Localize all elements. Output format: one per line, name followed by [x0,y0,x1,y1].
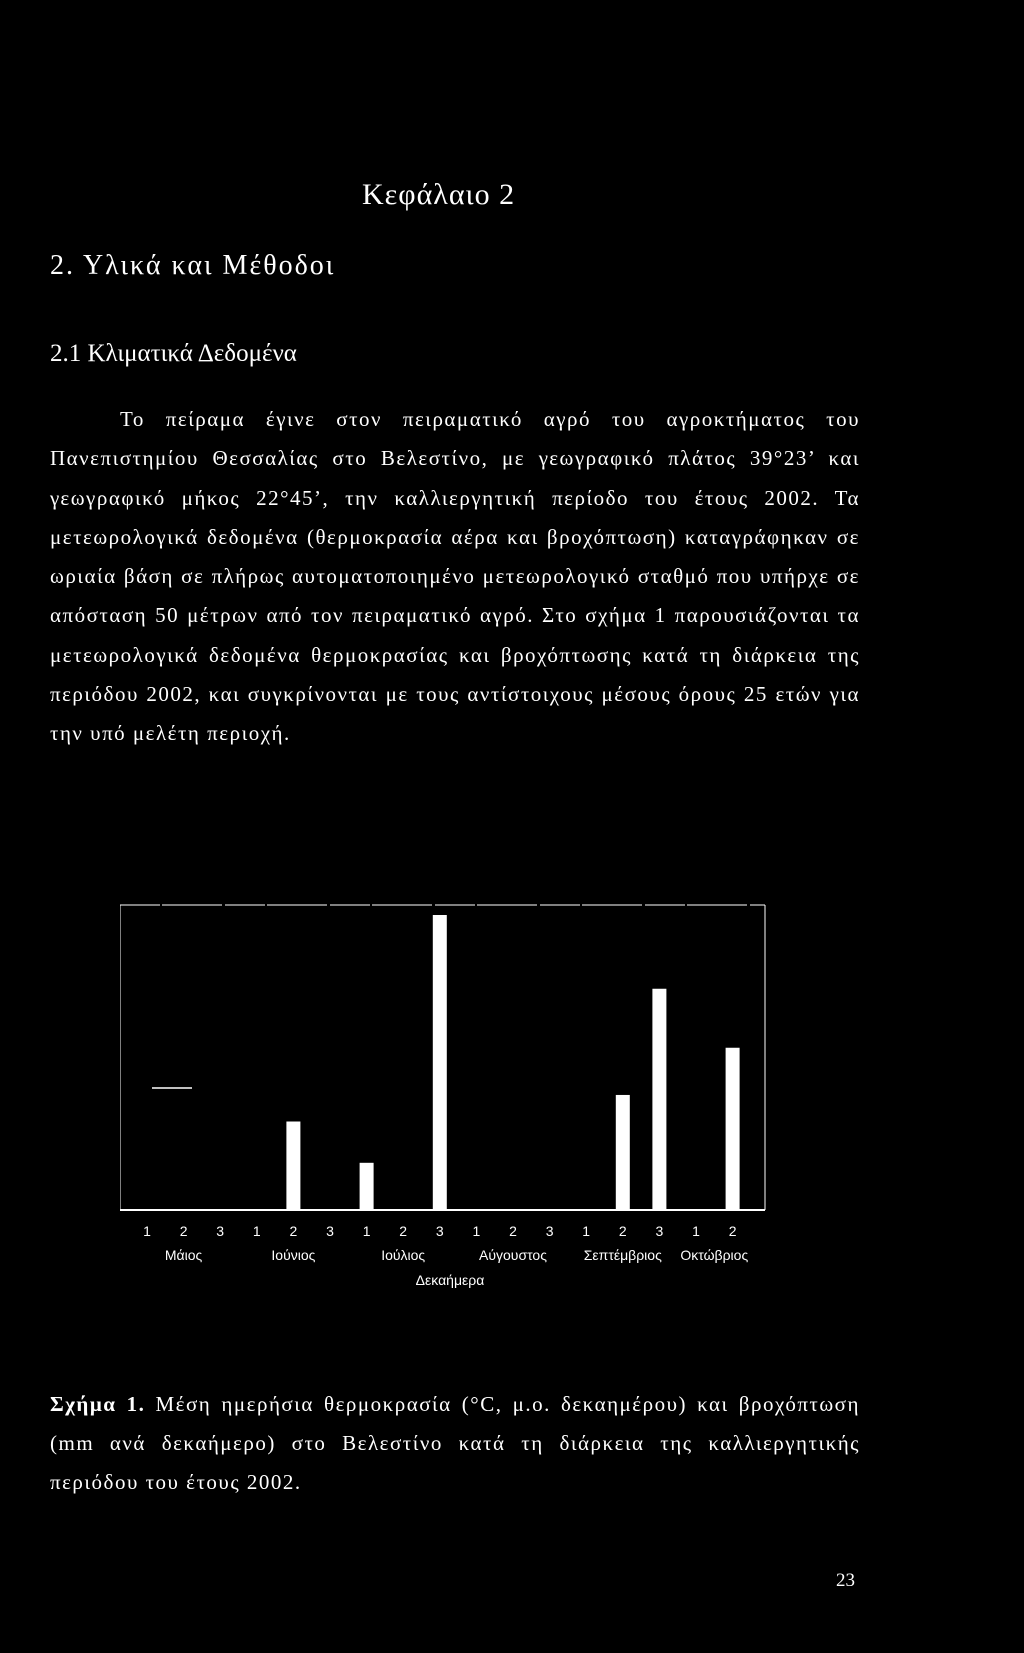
month-label: Σεπτέμβριος [583,1247,662,1263]
rain-bar [286,1122,300,1211]
section-title: 2. Υλικά και Μέθοδοι [50,250,336,281]
caption-text: Μέση ημερήσια θερμοκρασία (°C, μ.ο. δεκαημέρου) και βροχόπτωση (mm ανά δεκαήμερο) στο Βελεστίνο κατά τη διάρκεια της καλλιεργητικής περιόδου του έτους 2002. [50,1392,860,1494]
month-label: Οκτώβριος [680,1247,749,1263]
rain-bar [433,915,447,1210]
page-number: 23 [836,1570,855,1591]
x-tick-label: 2 [618,1223,627,1239]
subsection-title: 2.1 Κλιματικά Δεδομένα [50,340,297,367]
x-tick-label: 3 [435,1223,444,1239]
figure-caption [50,1385,860,1502]
x-tick-label: 1 [362,1223,371,1239]
rain-bar [726,1048,740,1210]
body-paragraph: Το πείραμα έγινε στον πειραματικό αγρό του αγροκτήματος του Πανεπιστημίου Θεσσαλίας στο Βελεστίνο, με γεωγραφικό πλάτος 39°23’ και γεωγραφικό μήκος 22°45’, την καλλιεργητική περίοδο του έτους 2002. Τα μετεωρολογικά δεδομένα (θερμοκρασία αέρα και βροχόπτωση) καταγράφηκαν σε ωριαία βάση σε πλήρως αυτοματοποιημένο μετεωρολογικό σταθμό που υπήρχε σε απόσταση 50 μέτρων από τον πειραματικό αγρό. Στο σχήμα 1 παρουσιάζονται τα μετεωρολογικά δεδομένα θερμοκρασίας και βροχόπτωσης κατά τη διάρκεια της περιόδου 2002, και συγκρίνονται με τους αντίστοιχους μέσους όρους 25 ετών για την υπό μελέτη περιοχή. [50,407,860,746]
rainfall-chart [120,900,840,1380]
x-tick-label: 1 [472,1223,481,1239]
x-tick-label: 2 [179,1223,188,1239]
x-tick-label: 3 [545,1223,554,1239]
rain-bar [360,1163,374,1210]
x-tick-label: 2 [728,1223,737,1239]
month-label: Μάιος [164,1247,203,1263]
x-tick-label: 2 [509,1223,517,1239]
rain-bar [616,1095,630,1210]
x-tick-label: 1 [143,1223,151,1239]
x-tick-label: 1 [692,1223,700,1239]
x-axis-label: Δεκαήμερα [415,1272,485,1288]
x-tick-label: 3 [655,1223,664,1239]
x-tick-label: 1 [252,1223,261,1239]
x-tick-label: 2 [289,1223,298,1239]
month-label: Ιούλιος [381,1247,426,1263]
x-tick-label: 3 [326,1223,334,1239]
chapter-title: Κεφάλαιο 2 [362,178,516,211]
month-label: Αύγουστος [479,1247,547,1263]
x-tick-label: 3 [216,1223,225,1239]
x-tick-label: 2 [399,1223,408,1239]
caption-label: Σχήμα 1. [50,1392,146,1416]
x-tick-label: 1 [582,1223,591,1239]
month-label: Ιούνιος [271,1247,316,1263]
rain-bar [652,989,666,1210]
